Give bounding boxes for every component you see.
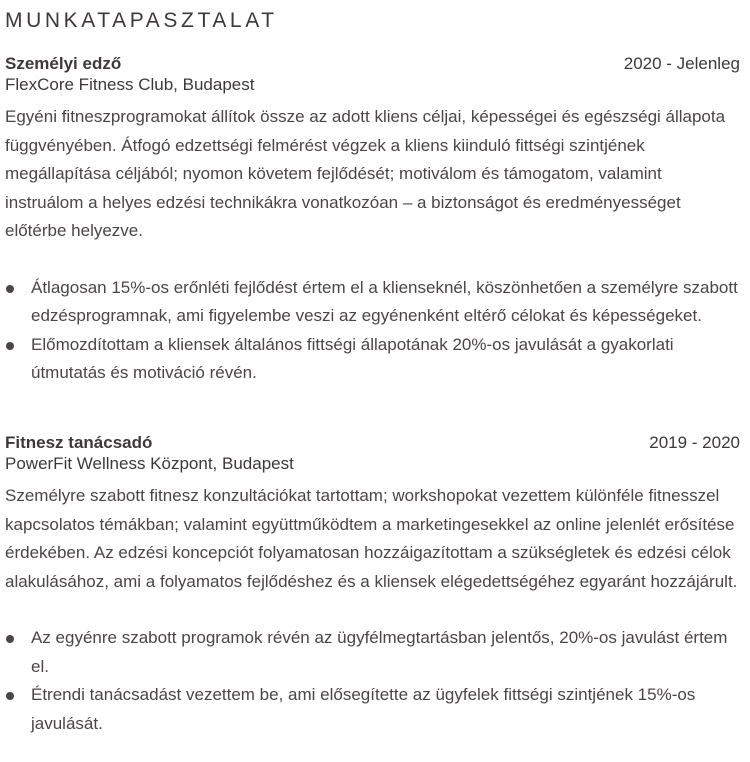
job-dates: 2020 - Jelenleg — [623, 54, 740, 73]
achievement-item — [5, 331, 740, 388]
job-description: Személyre szabott fitnesz konzultációkat tartottam; workshopokat vezettem különféle fitnesszel kapcsolatos témákban; valamint együttműködtem a marketingesekkel az online jelenlét erősítése érdekében. Az edzési koncepciót folyamatosan hozzáigazítottam a szükségletek és edzési célok alakulásához, ami a folyamatos fejlődéshez és a kliensek elégedettségéhez egyaránt hozzájárult. — [5, 486, 738, 591]
bullet-icon — [6, 342, 14, 350]
job-company: FlexCore Fitness Club, Budapest — [5, 75, 255, 94]
job-header — [5, 53, 740, 97]
job-entry-fitness-consultant — [5, 432, 740, 738]
job-title: Személyi edző — [5, 54, 122, 73]
achievement-text: Átlagosan 15%-os erőnléti fejlődést értem el a klienseknél, köszönhetően a személyre szabott edzésprogramnak, ami figyelembe veszi az egyénenként eltérő célokat és képességeket. — [31, 277, 738, 325]
bullet-icon — [6, 692, 14, 700]
job-description: Egyéni fitneszprogramokat állítok össze az adott kliens céljai, képességei és egészségi állapota függvényében. Átfogó edzettségi felmérést végzek a kliens kiinduló fittségi szintjének megállapítása céljából; nyomon követem fejlődését; motiválom és támogatom, valamint instruálom a helyes edzési technikákra vonatkozóan – a biztonságot és eredményességet előtérbe helyezve. — [5, 107, 726, 240]
section-title: MUNKATAPASZTALAT — [5, 9, 278, 32]
achievement-text: Étrendi tanácsadást vezettem be, ami elősegítette az ügyfelek fittségi szintjének 15%-os javulását. — [31, 685, 696, 733]
achievement-text: Előmozdítottam a kliensek általános fittségi állapotának 20%-os javulását a gyakorlati útmutatás és motiváció révén. — [31, 334, 674, 382]
job-title: Fitnesz tanácsadó — [5, 433, 153, 452]
achievement-list — [5, 624, 740, 738]
job-dates: 2019 - 2020 — [649, 433, 740, 452]
job-company: PowerFit Wellness Központ, Budapest — [5, 454, 294, 473]
job-header — [5, 432, 740, 476]
achievement-list — [5, 274, 740, 388]
achievement-item — [5, 274, 740, 331]
achievement-text: Az egyénre szabott programok révén az ügyfélmegtartásban jelentős, 20%-os javulást értem el. — [31, 628, 728, 676]
bullet-icon — [6, 635, 14, 643]
achievement-item — [5, 681, 740, 738]
job-entry-personal-trainer — [5, 53, 740, 388]
bullet-icon — [6, 285, 14, 293]
achievement-item — [5, 624, 740, 681]
